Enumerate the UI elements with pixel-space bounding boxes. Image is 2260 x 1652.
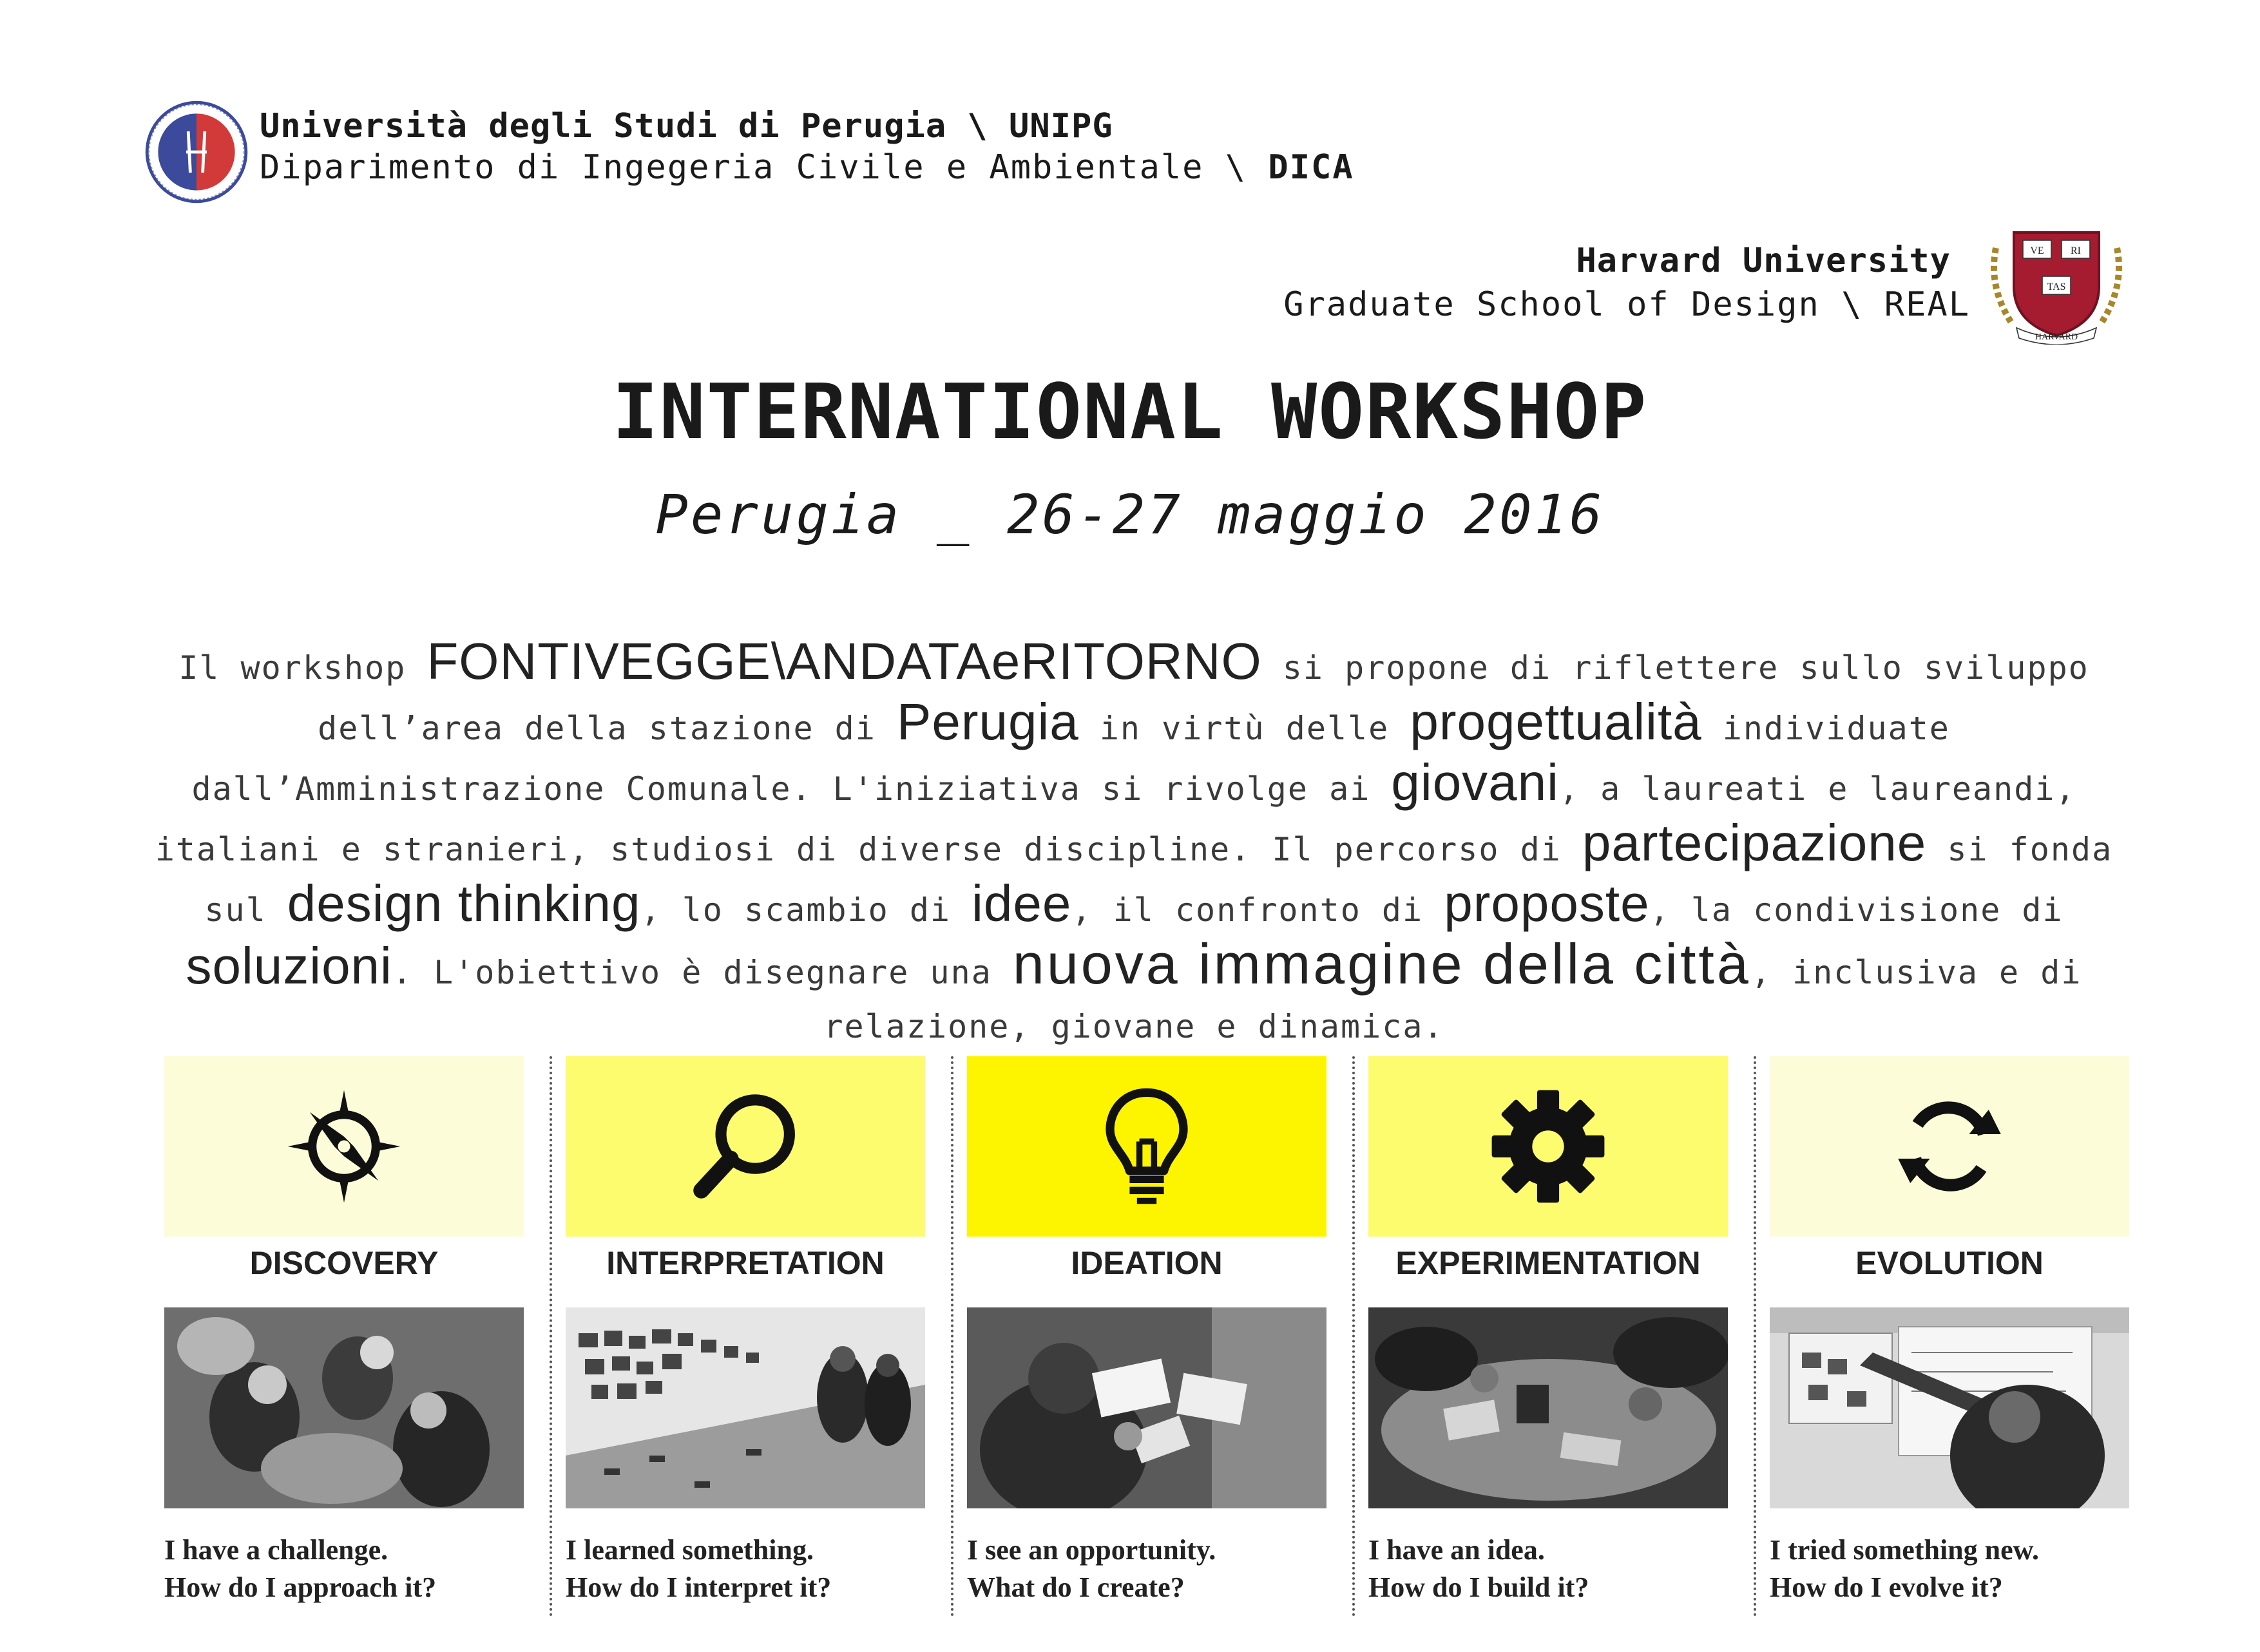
harvard-name: Harvard University: [1576, 242, 1951, 280]
process-step-evolution: [1770, 1056, 2129, 1617]
keyword-perugia: Perugia: [896, 693, 1079, 750]
process-label: IDEATION: [1071, 1245, 1223, 1281]
harvard-school: Graduate School of Design \ REAL: [1283, 285, 1970, 324]
keyword-nuova-immagine: nuova immagine della città: [1012, 932, 1751, 996]
evolution-photo: [1770, 1307, 2129, 1508]
experimentation-photo: [1368, 1307, 1728, 1508]
process-label: EXPERIMENTATION: [1395, 1245, 1701, 1281]
process-step-ideation: [967, 1056, 1326, 1617]
gear-icon: [1487, 1085, 1609, 1208]
keyword-soluzioni: soluzioni: [186, 937, 392, 994]
keyword-progettualita: progettualità: [1410, 693, 1702, 750]
unipg-department-code: DICA: [1268, 148, 1354, 187]
compass-icon: [283, 1085, 405, 1208]
keyword-design-thinking: design thinking: [287, 875, 641, 932]
page-subtitle: Perugia _ 26-27 maggio 2016: [655, 483, 1605, 546]
process-caption: I have a challenge. How do I approach it?: [164, 1534, 437, 1603]
interpretation-tile: [566, 1056, 925, 1237]
discovery-tile: [164, 1056, 524, 1237]
process-step-experimentation: [1368, 1056, 1728, 1617]
ideation-photo: [967, 1307, 1326, 1508]
process-label: EVOLUTION: [1855, 1245, 2044, 1281]
unipg-name: Università degli Studi di Perugia \ UNIPG: [260, 107, 1113, 146]
column-separator: [550, 1056, 552, 1617]
shield-text-harvard: HARVARD: [2035, 332, 2078, 342]
process-step-discovery: [164, 1056, 524, 1617]
unipg-department: [260, 148, 1354, 187]
experimentation-tile: [1368, 1056, 1728, 1237]
shield-text-ve: VE: [2030, 245, 2044, 256]
process-step-interpretation: [566, 1056, 925, 1617]
keyword-giovani: giovani: [1391, 754, 1559, 811]
keyword-idee: idee: [972, 875, 1072, 932]
column-separator: [1754, 1056, 1756, 1617]
design-process-strip: [164, 1056, 2129, 1617]
column-separator: [951, 1056, 953, 1617]
page-title: INTERNATIONAL WORKSHOP: [612, 367, 1648, 456]
shield-text-tas: TAS: [2047, 281, 2066, 292]
process-caption: I tried something new. How do I evolve it?: [1770, 1534, 2039, 1603]
process-caption: I have an idea. How do I build it?: [1368, 1534, 1589, 1603]
unipg-department-prefix: Diparimento di Ingegeria Civile e Ambientale \: [260, 148, 1269, 187]
magnifier-icon: [684, 1085, 807, 1208]
keyword-fontivegge: FONTIVEGGE\ANDATAeRITORNO: [426, 632, 1262, 690]
column-separator: [1352, 1056, 1355, 1617]
process-label: DISCOVERY: [249, 1245, 439, 1281]
process-caption: I see an opportunity. What do I create?: [967, 1534, 1216, 1603]
process-caption: I learned something. How do I interpret it?: [566, 1534, 832, 1603]
discovery-photo: [164, 1307, 524, 1508]
description-paragraph: Il workshop FONTIVEGGE\ANDATAeRITORNO si propone di riflettere sullo sviluppo dell’area della stazione di Perugia in virtù delle progettualità individuate dall’Amministrazione Comunale. L'iniziativa si rivolge ai giovani, a laureati e laureandi, italiani e stranieri, studiosi di diverse discipline. Il percorso di partecipazione si fonda sul design thinking, lo scambio di idee, il confronto di proposte, la condivisione di soluzioni. L'obiettivo è disegnare una nuova immagine della città, inclusiva e di relazione, giovane e dinamica.: [155, 632, 2113, 1045]
keyword-proposte: proposte: [1444, 875, 1650, 932]
shield-text-ri: RI: [2071, 245, 2081, 256]
keyword-partecipazione: partecipazione: [1582, 814, 1927, 871]
harvard-shield-logo: [1986, 222, 2127, 345]
unipg-seal-logo: [145, 100, 248, 204]
interpretation-photo: [566, 1307, 925, 1508]
lightbulb-icon: [1086, 1085, 1208, 1208]
ideation-tile: [967, 1056, 1326, 1237]
evolution-tile: [1770, 1056, 2129, 1237]
process-label: INTERPRETATION: [606, 1245, 885, 1281]
refresh-icon: [1888, 1085, 2011, 1208]
